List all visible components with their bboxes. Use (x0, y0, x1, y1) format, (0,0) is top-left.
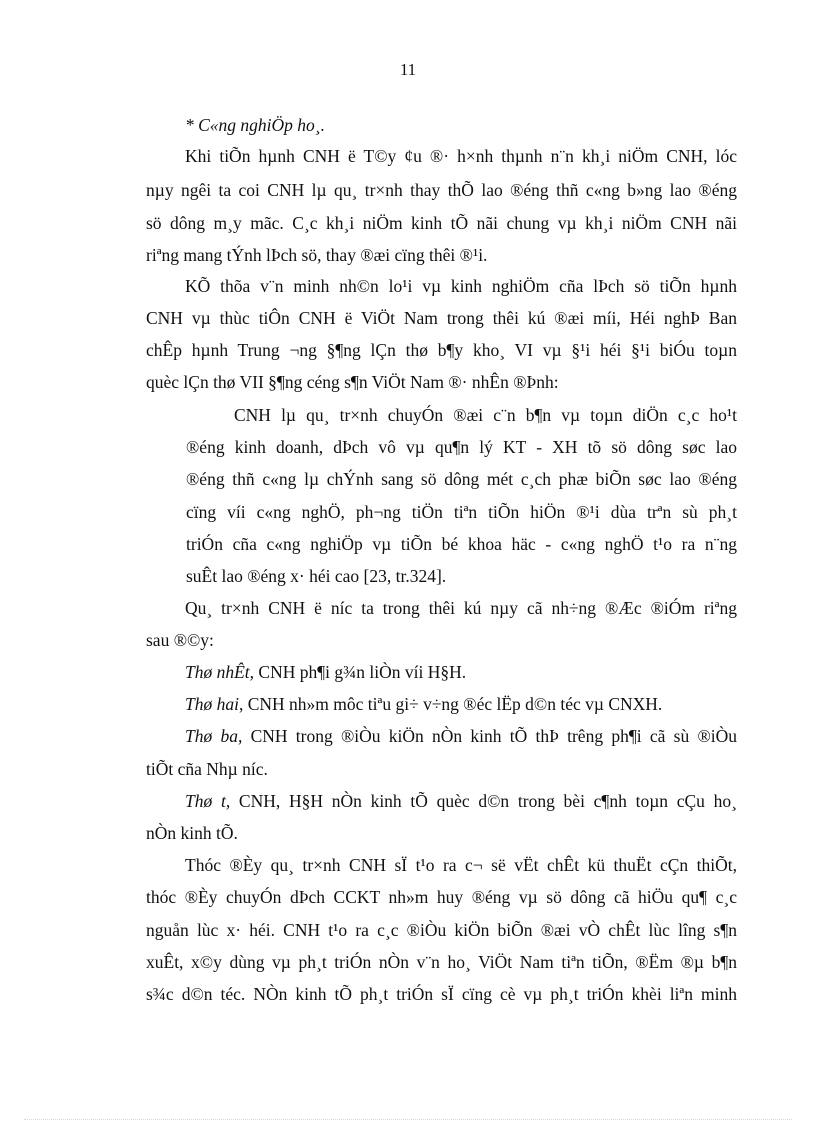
quote-line: suÊt lao ®éng x· héi cao [23, tr.324]. (186, 566, 447, 586)
text-line: Qu¸ tr×nh CNH ë níc ta trong thêi kú nµy cã nh÷ng ®Æc ®iÓm riªng (185, 598, 737, 618)
section-heading: * C«ng nghiÖp ho¸. (185, 115, 325, 135)
list-item-continuation: nÒn kinh tÕ. (146, 823, 238, 843)
text-line: KÕ thõa v¨n minh nh©n lo¹i vµ kinh nghiÖm cña lÞch sö tiÕn hµnh (185, 276, 737, 296)
text-line: thóc ®Èy chuyÓn dÞch CCKT nh»m huy ®éng vµ sö dông cã hiÖu qu¶ c¸c (146, 887, 737, 907)
text-line: sau ®©y: (146, 630, 214, 650)
quote-line: cïng víi c«ng nghÖ, ph¬ng tiÖn tiªn tiÕn hiÖn ®¹i dùa trªn sù ph¸t (186, 502, 737, 522)
text-line: quèc lÇn thø VII §¶ng céng s¶n ViÖt Nam ®· nhÊn ®Þnh: (146, 372, 559, 392)
text-line: riªng mang tÝnh lÞch sö, thay ®æi cïng thêi ®¹i. (146, 245, 488, 265)
text-line: xuÊt, x©y dùng vµ ph¸t triÓn nÒn v¨n ho¸ ViÖt Nam tiªn tiÕn, ®Ëm ®µ b¶n (146, 952, 737, 972)
list-item: Thø t, CNH, H§H nÒn kinh tÕ quèc d©n trong bèi c¶nh toµn cÇu ho¸ (185, 791, 737, 811)
list-item: Thø hai, CNH nh»m môc tiªu gi÷ v÷ng ®éc lËp d©n téc vµ CNXH. (185, 694, 663, 714)
list-item: Thø nhÊt, CNH ph¶i g¾n liÒn víi H§H. (185, 662, 467, 682)
text-line: s¾c d©n téc. NÒn kinh tÕ ph¸t triÓn sÏ cïng cè vµ ph¸t triÓn khèi liªn minh (146, 984, 737, 1004)
text-line: nguån lùc x· héi. CNH t¹o ra c¸c ®iÒu kiÖn biÕn ®æi vÒ chÊt lùc lîng s¶n (146, 920, 737, 940)
list-item-continuation: tiÕt cña Nhµ níc. (146, 759, 268, 779)
quote-line: ®éng thñ c«ng lµ chÝnh sang sö dông mét c¸ch phæ biÕn søc lao ®éng (186, 469, 737, 489)
page-bottom-divider (24, 1119, 792, 1120)
quote-line: CNH lµ qu¸ tr×nh chuyÓn ®æi c¨n b¶n vµ toµn diÖn c¸c ho¹t (234, 405, 737, 425)
list-item: Thø ba, CNH trong ®iÒu kiÖn nÒn kinh tÕ thÞ trêng ph¶i cã sù ®iÒu (185, 726, 737, 746)
text-line: chÊp hµnh Trung ¬ng §¶ng lÇn thø b¶y kho¸ VI vµ §¹i héi §¹i biÓu toµn (146, 340, 737, 360)
text-line: CNH vµ thùc tiÔn CNH ë ViÖt Nam trong thêi kú ®æi míi, Héi nghÞ Ban (146, 308, 737, 328)
text-line: sö dông m¸y mãc. C¸c kh¸i niÖm kinh tÕ nãi chung vµ kh¸i niÖm CNH nãi (146, 213, 737, 233)
quote-line: triÓn cña c«ng nghiÖp vµ tiÕn bé khoa häc - c«ng nghÖ t¹o ra n¨ng (186, 534, 737, 554)
page-number: 11 (399, 60, 417, 79)
quote-line: ®éng kinh doanh, dÞch vô vµ qu¶n lý KT - XH tõ sö dông søc lao (186, 437, 737, 457)
text-line: Thóc ®Èy qu¸ tr×nh CNH sÏ t¹o ra c¬ së vËt chÊt kü thuËt cÇn thiÕt, (185, 855, 737, 875)
text-line: nµy ngêi ta coi CNH lµ qu¸ tr×nh thay thÕ lao ®éng thñ c«ng b»ng lao ®éng (146, 180, 737, 200)
text-line: Khi tiÕn hµnh CNH ë T©y ¢u ®· h×nh thµnh n¨n kh¸i niÖm CNH, lóc (185, 146, 737, 166)
